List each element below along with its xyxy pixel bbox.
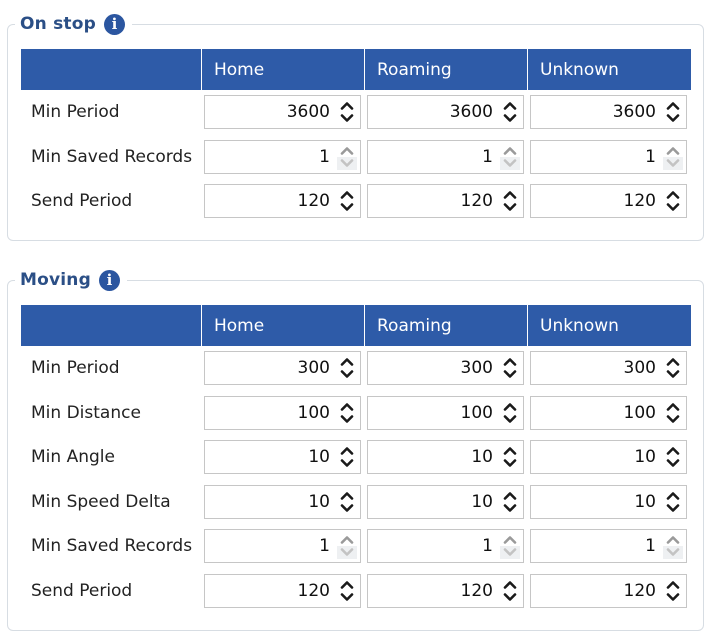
chevron-up-icon[interactable]	[500, 533, 520, 546]
spinner-buttons	[334, 352, 360, 384]
spinner-value[interactable]: 120	[623, 191, 656, 212]
min-period-home-spinner[interactable]	[204, 351, 361, 385]
cell	[365, 391, 528, 436]
spinner-value[interactable]: 10	[634, 447, 656, 468]
min-angle-home-spinner[interactable]	[204, 440, 361, 474]
spinner-value[interactable]: 120	[460, 580, 493, 601]
chevron-down-icon[interactable]	[337, 413, 357, 426]
cell	[202, 569, 365, 614]
cell	[528, 90, 691, 135]
spinner-buttons	[497, 397, 523, 429]
chevron-down-icon[interactable]	[663, 591, 683, 604]
cell	[365, 480, 528, 525]
spinner-value[interactable]: 120	[297, 191, 330, 212]
chevron-up-icon[interactable]	[337, 489, 357, 502]
spinner-buttons	[334, 575, 360, 607]
spinner-buttons	[497, 575, 523, 607]
spinner-buttons	[497, 530, 523, 562]
cell	[202, 391, 365, 436]
cell	[202, 524, 365, 569]
spinner-value[interactable]: 10	[308, 491, 330, 512]
spinner-buttons	[497, 141, 523, 173]
spinner-value[interactable]: 100	[460, 402, 493, 423]
chevron-down-icon[interactable]	[337, 502, 357, 515]
chevron-down-icon[interactable]	[663, 502, 683, 515]
send-period-unknown-spinner[interactable]	[530, 184, 687, 218]
moving-legend	[15, 266, 127, 294]
cell	[528, 346, 691, 391]
min-saved-records-roaming-spinner[interactable]	[367, 529, 524, 563]
chevron-down-icon	[337, 546, 357, 559]
header-blank	[21, 49, 202, 90]
row-label-min-saved-records: Min Saved Records	[31, 146, 193, 167]
chevron-up-icon[interactable]	[663, 144, 683, 157]
spinner-value[interactable]: 1	[645, 536, 656, 557]
table-row	[21, 524, 691, 569]
chevron-up-icon[interactable]	[337, 144, 357, 157]
column-header-roaming: Roaming	[365, 305, 528, 346]
on-stop-title: On stop	[20, 14, 96, 34]
chevron-up-icon[interactable]	[337, 400, 357, 413]
min-period-home-spinner[interactable]	[204, 95, 361, 129]
spinner-buttons	[660, 486, 686, 518]
spinner-buttons	[334, 96, 360, 128]
spinner-value[interactable]: 300	[623, 358, 656, 379]
spinner-value[interactable]: 120	[297, 580, 330, 601]
table-row	[21, 435, 691, 480]
spinner-value[interactable]: 120	[623, 580, 656, 601]
spinner-value[interactable]: 10	[471, 491, 493, 512]
spinner-buttons	[660, 441, 686, 473]
cell	[528, 391, 691, 436]
min-speed-delta-unknown-spinner[interactable]	[530, 485, 687, 519]
table-row	[21, 346, 691, 391]
chevron-down-icon[interactable]	[500, 591, 520, 604]
spinner-buttons	[497, 486, 523, 518]
spinner-buttons	[660, 530, 686, 562]
row-label-min-angle: Min Angle	[31, 447, 115, 468]
chevron-up-icon[interactable]	[500, 99, 520, 112]
chevron-up-icon[interactable]	[663, 188, 683, 201]
spinner-value[interactable]: 3600	[449, 102, 493, 123]
chevron-up-icon[interactable]	[663, 533, 683, 546]
cell	[202, 480, 365, 525]
info-icon[interactable]: i	[104, 14, 125, 35]
chevron-up-icon[interactable]	[663, 444, 683, 457]
column-header-home: Home	[202, 49, 365, 90]
row-label-min-saved-records: Min Saved Records	[31, 536, 193, 557]
min-period-unknown-spinner[interactable]	[530, 351, 687, 385]
spinner-buttons	[660, 185, 686, 217]
chevron-down-icon[interactable]	[663, 368, 683, 381]
cell	[365, 569, 528, 614]
on-stop-panel	[7, 14, 704, 241]
chevron-down-icon[interactable]	[337, 201, 357, 214]
spinner-buttons	[660, 96, 686, 128]
chevron-up-icon[interactable]	[663, 489, 683, 502]
cell	[202, 90, 365, 135]
spinner-value[interactable]: 1	[482, 536, 493, 557]
spinner-value[interactable]: 3600	[286, 102, 330, 123]
chevron-down-icon[interactable]	[500, 112, 520, 125]
header-blank	[21, 305, 202, 346]
column-header-roaming: Roaming	[365, 49, 528, 90]
chevron-up-icon[interactable]	[663, 400, 683, 413]
header-row	[21, 305, 691, 346]
spinner-value[interactable]: 10	[471, 447, 493, 468]
min-distance-home-spinner[interactable]	[204, 396, 361, 430]
chevron-up-icon[interactable]	[500, 489, 520, 502]
min-saved-records-home-spinner[interactable]	[204, 529, 361, 563]
chevron-up-icon[interactable]	[663, 355, 683, 368]
cell	[365, 524, 528, 569]
table-row	[21, 90, 691, 135]
spinner-buttons	[660, 141, 686, 173]
spinner-value[interactable]: 1	[319, 146, 330, 167]
row-label-send-period: Send Period	[31, 191, 133, 212]
moving-title: Moving	[20, 270, 91, 290]
header-row	[21, 49, 691, 90]
cell	[528, 480, 691, 525]
chevron-up-icon[interactable]	[663, 578, 683, 591]
min-period-unknown-spinner[interactable]	[530, 95, 687, 129]
min-angle-unknown-spinner[interactable]	[530, 440, 687, 474]
row-label-send-period: Send Period	[31, 580, 133, 601]
chevron-up-icon[interactable]	[500, 578, 520, 591]
chevron-down-icon[interactable]	[337, 591, 357, 604]
row-label-min-period: Min Period	[31, 358, 120, 379]
chevron-up-icon[interactable]	[337, 444, 357, 457]
min-saved-records-roaming-spinner[interactable]	[367, 140, 524, 174]
table-row	[21, 135, 691, 180]
spinner-buttons	[334, 530, 360, 562]
chevron-up-icon[interactable]	[500, 188, 520, 201]
moving-table	[21, 305, 691, 613]
cell	[202, 135, 365, 180]
chevron-down-icon[interactable]	[337, 368, 357, 381]
min-period-roaming-spinner[interactable]	[367, 95, 524, 129]
send-period-home-spinner[interactable]	[204, 184, 361, 218]
cell	[528, 435, 691, 480]
chevron-up-icon[interactable]	[337, 188, 357, 201]
chevron-down-icon[interactable]	[500, 368, 520, 381]
spinner-buttons	[497, 441, 523, 473]
spinner-value[interactable]: 1	[319, 536, 330, 557]
chevron-down-icon[interactable]	[500, 457, 520, 470]
chevron-down-icon[interactable]	[500, 201, 520, 214]
chevron-down-icon[interactable]	[663, 413, 683, 426]
min-distance-roaming-spinner[interactable]	[367, 396, 524, 430]
cell	[202, 179, 365, 224]
spinner-value[interactable]: 1	[482, 146, 493, 167]
chevron-up-icon[interactable]	[500, 144, 520, 157]
chevron-up-icon[interactable]	[337, 533, 357, 546]
send-period-roaming-spinner[interactable]	[367, 574, 524, 608]
table-row	[21, 179, 691, 224]
min-saved-records-home-spinner[interactable]	[204, 140, 361, 174]
spinner-buttons	[334, 486, 360, 518]
spinner-buttons	[660, 575, 686, 607]
chevron-up-icon[interactable]	[337, 578, 357, 591]
min-speed-delta-roaming-spinner[interactable]	[367, 485, 524, 519]
on-stop-table	[21, 49, 691, 224]
chevron-up-icon[interactable]	[500, 355, 520, 368]
cell	[528, 135, 691, 180]
chevron-up-icon[interactable]	[500, 400, 520, 413]
row-label-min-period: Min Period	[31, 102, 120, 123]
cell	[202, 435, 365, 480]
table-row	[21, 480, 691, 525]
chevron-down-icon	[663, 157, 683, 170]
spinner-value[interactable]: 10	[308, 447, 330, 468]
table-row	[21, 569, 691, 614]
send-period-roaming-spinner[interactable]	[367, 184, 524, 218]
spinner-value[interactable]: 3600	[612, 102, 656, 123]
chevron-down-icon[interactable]	[337, 112, 357, 125]
row-label-min-distance: Min Distance	[31, 402, 141, 423]
cell	[365, 179, 528, 224]
spinner-value[interactable]: 120	[460, 191, 493, 212]
cell	[365, 346, 528, 391]
cell	[365, 90, 528, 135]
cell	[365, 135, 528, 180]
send-period-home-spinner[interactable]	[204, 574, 361, 608]
chevron-down-icon	[500, 157, 520, 170]
spinner-buttons	[497, 352, 523, 384]
spinner-buttons	[660, 352, 686, 384]
spinner-buttons	[497, 96, 523, 128]
spinner-value[interactable]: 1	[645, 146, 656, 167]
min-period-roaming-spinner[interactable]	[367, 351, 524, 385]
chevron-down-icon[interactable]	[500, 413, 520, 426]
chevron-down-icon	[337, 157, 357, 170]
chevron-down-icon[interactable]	[663, 112, 683, 125]
min-saved-records-unknown-spinner[interactable]	[530, 140, 687, 174]
min-speed-delta-home-spinner[interactable]	[204, 485, 361, 519]
send-period-unknown-spinner[interactable]	[530, 574, 687, 608]
column-header-home: Home	[202, 305, 365, 346]
spinner-buttons	[497, 185, 523, 217]
spinner-buttons	[334, 397, 360, 429]
spinner-buttons	[334, 141, 360, 173]
cell	[528, 179, 691, 224]
spinner-value[interactable]: 100	[297, 402, 330, 423]
cell	[528, 569, 691, 614]
spinner-value[interactable]: 300	[460, 358, 493, 379]
column-header-unknown: Unknown	[528, 305, 691, 346]
spinner-buttons	[334, 441, 360, 473]
spinner-value[interactable]: 10	[634, 491, 656, 512]
row-label-min-speed-delta: Min Speed Delta	[31, 491, 171, 512]
chevron-up-icon[interactable]	[663, 99, 683, 112]
chevron-down-icon	[663, 546, 683, 559]
spinner-value[interactable]: 100	[623, 402, 656, 423]
min-angle-roaming-spinner[interactable]	[367, 440, 524, 474]
info-icon[interactable]: i	[99, 270, 120, 291]
chevron-up-icon[interactable]	[337, 99, 357, 112]
chevron-down-icon[interactable]	[663, 457, 683, 470]
on-stop-legend	[15, 10, 132, 38]
cell	[528, 524, 691, 569]
spinner-buttons	[660, 397, 686, 429]
cell	[365, 435, 528, 480]
spinner-buttons	[334, 185, 360, 217]
moving-panel	[7, 270, 704, 631]
chevron-down-icon	[500, 546, 520, 559]
chevron-down-icon[interactable]	[337, 457, 357, 470]
chevron-down-icon[interactable]	[500, 502, 520, 515]
chevron-up-icon[interactable]	[500, 444, 520, 457]
table-row	[21, 391, 691, 436]
spinner-value[interactable]: 300	[297, 358, 330, 379]
min-distance-unknown-spinner[interactable]	[530, 396, 687, 430]
chevron-up-icon[interactable]	[337, 355, 357, 368]
chevron-down-icon[interactable]	[663, 201, 683, 214]
min-saved-records-unknown-spinner[interactable]	[530, 529, 687, 563]
column-header-unknown: Unknown	[528, 49, 691, 90]
cell	[202, 346, 365, 391]
